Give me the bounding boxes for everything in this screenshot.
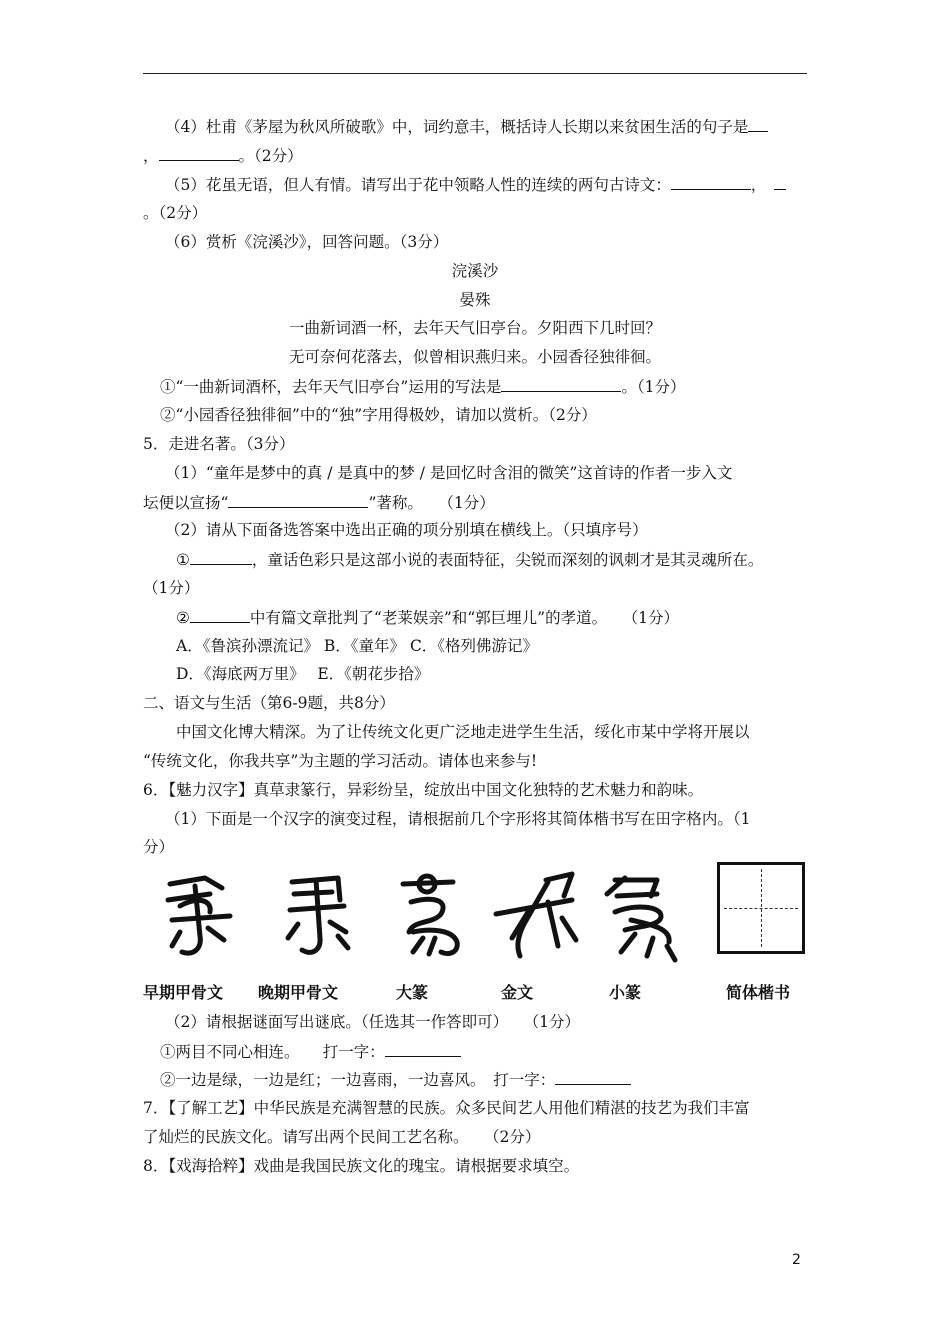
answer-blank[interactable] bbox=[159, 145, 239, 161]
page-number: 2 bbox=[792, 1252, 801, 1268]
q4-6-sub1 bbox=[160, 376, 685, 397]
answer-blank[interactable] bbox=[774, 174, 786, 190]
q4-6-prompt: （6）赏析《浣溪沙》，回答问题。（3分） bbox=[165, 233, 449, 251]
q5-p1-line2 bbox=[143, 492, 495, 513]
q5-item1-score: （1分） bbox=[143, 579, 200, 597]
q4-4-text: （4）杜甫《茅屋为秋风所破歌》中，词约意丰，概括诗人长期以来贫困生活的句子是 bbox=[165, 118, 749, 136]
large-seal-glyph bbox=[383, 866, 493, 966]
answer-blank[interactable] bbox=[385, 1041, 461, 1057]
q6-p2: （2）请根据谜面写出谜底。（任选其一作答即可） （1分） bbox=[165, 1013, 580, 1031]
q7-line2: 了灿烂的民族文化。请写出两个民间工艺名称。 （2分） bbox=[143, 1128, 541, 1146]
q5-options-2: D．《海底两万里》 E．《朝花步拾》 bbox=[176, 665, 430, 683]
q4-4-score: 。（2分） bbox=[238, 147, 303, 165]
label-small-seal: 小篆 bbox=[609, 983, 642, 1002]
q7-line1: 7．【了解工艺】中华民族是充满智慧的民族。众多民间艺人用他们精湛的技艺为我们丰富 bbox=[143, 1099, 750, 1117]
q5-item2-text: 中有篇文章批判了“老莱娱亲”和“郭巨埋儿”的孝道。 （1分） bbox=[249, 609, 679, 627]
riddle-1-text: ①两目不同心相连。 打一字： bbox=[160, 1043, 385, 1061]
q5-item2-marker: ② bbox=[176, 609, 190, 627]
bronze-script-glyph bbox=[488, 866, 598, 966]
answer-blank[interactable] bbox=[190, 607, 250, 623]
q5-p1-score: ”著称。 （1分） bbox=[368, 494, 495, 512]
q5-p1-line1: （1）“童年是梦中的真 / 是真中的梦 / 是回忆时含泪的微笑”这首诗的作者一步入文 bbox=[165, 464, 733, 482]
label-early-oracle: 早期甲骨文 bbox=[143, 983, 224, 1002]
q6-heading: 6．【魅力汉字】真草隶篆行，异彩纷呈，绽放出中国文化独特的艺术魅力和韵味。 bbox=[143, 781, 704, 799]
q5-options-1: A．《鲁滨孙漂流记》 B．《童年》 C．《格列佛游记》 bbox=[176, 637, 539, 655]
q4-5-text: （5）花虽无语，但人有情。请写出于花中领略人性的连续的两句古诗文： bbox=[165, 176, 671, 194]
q4-6-sub1-score: 。（1分） bbox=[621, 378, 686, 396]
section2-intro-1: 中国文化博大精深。为了让传统文化更广泛地走进学生生活，绥化市某中学将开展以 bbox=[176, 723, 750, 741]
answer-blank[interactable] bbox=[671, 174, 751, 190]
q4-6-sub2: ②“小园香径独徘徊”中的“独”字用得极妙，请加以赏析。（2分） bbox=[160, 406, 597, 424]
label-late-oracle: 晚期甲骨文 bbox=[258, 983, 339, 1002]
riddle-2 bbox=[160, 1069, 631, 1090]
section2-intro-2: “传统文化，你我共享”为主题的学习活动。请体也来参与! bbox=[143, 752, 538, 770]
late-oracle-glyph bbox=[268, 866, 378, 966]
q4-4-line1 bbox=[165, 116, 768, 137]
answer-blank[interactable] bbox=[555, 1069, 631, 1085]
q5-item1-text: ，童话色彩只是这部小说的表面特征，尖锐而深刻的讽刺才是其灵魂所在。 bbox=[251, 551, 764, 569]
answer-blank[interactable] bbox=[228, 492, 368, 508]
q4-4-line2 bbox=[143, 145, 303, 166]
q5-heading: 5．走进名著。（3分） bbox=[143, 435, 295, 453]
answer-blank[interactable] bbox=[190, 549, 252, 565]
q4-4-comma: ， bbox=[143, 147, 159, 165]
q4-5-line2: 。（2分） bbox=[143, 204, 208, 222]
answer-blank[interactable] bbox=[501, 376, 621, 392]
small-seal-glyph bbox=[595, 866, 705, 966]
q5-item1-marker: ① bbox=[176, 551, 190, 569]
section2-heading: 二、语文与生活（第6-9题，共8分） bbox=[143, 694, 395, 712]
q4-5-line1 bbox=[165, 174, 786, 195]
q6-p1-line1: （1）下面是一个汉字的演变过程，请根据前几个字形将其简体楷书写在田字格内。（1 bbox=[165, 810, 751, 828]
q5-p1-text: 坛便以宣扬“ bbox=[143, 494, 229, 512]
grid-horizontal-guide bbox=[724, 908, 798, 909]
label-bronze-script: 金文 bbox=[501, 983, 534, 1002]
tianzige-grid[interactable] bbox=[717, 862, 805, 954]
early-oracle-glyph bbox=[150, 866, 260, 966]
q5-item2 bbox=[176, 607, 679, 628]
riddle-2-text: ②一边是绿，一边是红；一边喜雨，一边喜风。 打一字： bbox=[160, 1071, 556, 1089]
poem-line-2: 无可奈何花落去，似曾相识燕归来。小园香径独徘徊。 bbox=[288, 348, 661, 366]
riddle-1 bbox=[160, 1041, 461, 1062]
header-rule bbox=[143, 73, 807, 74]
q4-6-sub1-text: ①“一曲新词酒杯，去年天气旧亭台”运用的写法是 bbox=[160, 378, 502, 396]
poem-author: 晏殊 bbox=[459, 291, 491, 309]
answer-blank[interactable] bbox=[748, 116, 768, 132]
poem-line-1: 一曲新词酒一杯，去年天气旧亭台。夕阳西下几时回？ bbox=[288, 319, 661, 337]
q4-5-comma: ， bbox=[750, 176, 767, 194]
label-large-seal: 大篆 bbox=[396, 983, 429, 1002]
q8-line1: 8．【戏海拾粹】戏曲是我国民族文化的瑰宝。请根据要求填空。 bbox=[143, 1157, 580, 1175]
poem-title: 浣溪沙 bbox=[451, 262, 499, 280]
q5-item1 bbox=[176, 549, 763, 570]
q6-p1-line2: 分） bbox=[143, 838, 175, 856]
q5-p2: （2）请从下面备选答案中选出正确的项分别填在横线上。（只填序号） bbox=[165, 521, 648, 539]
label-simplified-regular: 简体楷书 bbox=[726, 983, 791, 1002]
